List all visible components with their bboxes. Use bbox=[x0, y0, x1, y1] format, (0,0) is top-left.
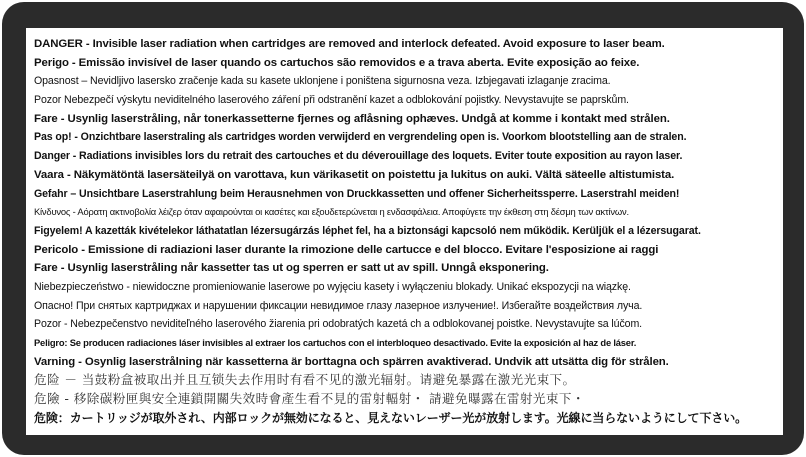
warning-line-it: Pericolo - Emissione di radiazioni laser durante la rimozione delle cartucce e del blocco. Evitare l'esposizione ai raggi bbox=[34, 243, 659, 256]
warning-label-panel bbox=[26, 28, 783, 435]
warning-line-fi: Vaara - Näkymätöntä lasersäteilyä on varottava, kun värikasetit on poistettu ja lukitus on auki. Vältä säteelle altistumista. bbox=[34, 168, 675, 181]
warning-line-zh-tw: 危險 - 移除碳粉匣與安全連鎖開關失效時會產生看不見的雷射輻射・ 請避免曝露在雷射光束下・ bbox=[34, 391, 585, 407]
warning-line-pt: Perigo - Emissão invisível de laser quando os cartuchos são removidos e a trava aberta. Evite exposição ao feixe. bbox=[34, 56, 640, 69]
warning-line-hr: Opasnost – Nevidljivo lasersko zračenje kada su kasete uklonjene i poništena sigurnosna veza. Izbjegavati izlaganje zracima. bbox=[34, 75, 611, 88]
warning-line-pl: Niebezpieczeństwo - niewidoczne promieniowanie laserowe po wyjęciu kasety i wyłączeniu blokady. Unikać ekspozycji na wiązkę. bbox=[34, 280, 631, 293]
warning-line-es: Peligro: Se producen radiaciones láser invisibles al extraer los cartuchos con el interbloqueo desactivado. Evite la exposición al haz de láser. bbox=[34, 337, 637, 348]
warning-line-sk: Pozor - Nebezpečenstvo neviditeľného laserového žiarenia pri odobratých kazetá ch a odblokovanej poistke. Nevystavujte sa lúčom. bbox=[34, 318, 643, 331]
warning-line-hu: Figyelem! A kazetták kivételekor láthatatlan lézersugárzás léphet fel, ha a biztonsági kapcsoló nem működik. Kerüljük el a lézersugarat. bbox=[34, 224, 701, 237]
warning-line-ja: 危険：カートリッジが取外され、内部ロックが無効になると、見えないレーザー光が放射します。光線に当らないようにして下さい。 bbox=[34, 410, 748, 425]
warning-line-no: Fare - Usynlig laserstråling når kassetter tas ut og sperren er satt ut av spill. Unngå eksponering. bbox=[34, 262, 549, 275]
warning-line-de: Gefahr – Unsichtbare Laserstrahlung beim Herausnehmen von Druckkassetten und offener Sicherheitssperre. Laserstrahl meiden! bbox=[34, 187, 680, 200]
warning-text-list bbox=[34, 35, 779, 427]
warning-line-cs: Pozor Nebezpečí výskytu neviditelného laserového záření při odstranění kazet a odblokování pojistky. Nevystavujte se paprskům. bbox=[34, 94, 629, 107]
warning-line-sv: Varning - Osynlig laserstrålning när kassetterna är borttagna och spärren avaktiverad. Undvik att utsätta dig för strålen. bbox=[34, 355, 669, 368]
warning-line-ru: Опасно! При снятых картриджах и нарушении фиксации невидимое глазу лазерное излучение!. Избегайте воздействия луча. bbox=[34, 299, 643, 312]
warning-line-zh-cn: 危险 － 当鼓粉盒被取出并且互锁失去作用时有看不见的激光辐射。请避免暴露在激光光束下。 bbox=[34, 372, 576, 388]
warning-line-el: Κίνδυνος - Αόρατη ακτινοβολία λέιζερ όταν αφαιρούνται οι κασέτες και εξουδετερώνεται η ενδασφάλεια. Αποφύγετε την έκθεση στη δέσμη των ακτίνων. bbox=[34, 206, 629, 218]
warning-line-da: Fare - Usynlig laserstråling, når tonerkassetterne fjernes og aflåsning ophæves. Undgå at komme i kontakt med strålen. bbox=[34, 112, 670, 125]
warning-line-fr: Danger - Radiations invisibles lors du retrait des cartouches et du déverouillage des loquets. Eviter toute exposition au rayon laser. bbox=[34, 150, 683, 163]
warning-line-en: DANGER - Invisible laser radiation when cartridges are removed and interlock defeated. Avoid exposure to laser beam. bbox=[34, 38, 665, 50]
warning-line-nl: Pas op! - Onzichtbare laserstraling als cartridges worden verwijderd en vergrendeling open is. Voorkom blootstelling aan de stralen. bbox=[34, 131, 687, 144]
label-frame bbox=[2, 2, 804, 455]
